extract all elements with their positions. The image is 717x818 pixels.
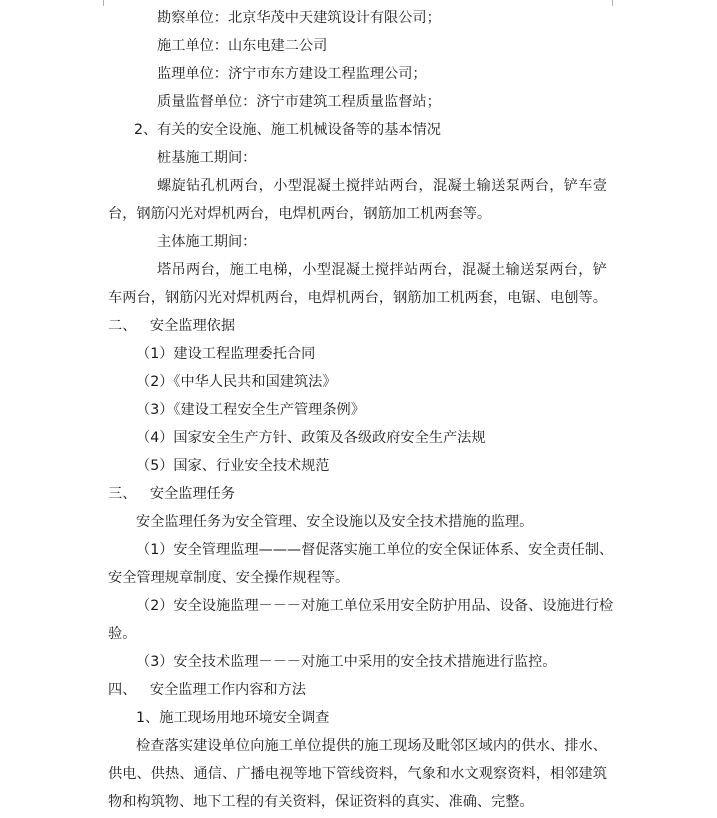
construction-unit-line: 施工单位：山东电建二公司 [157,38,328,54]
task-item-1-line-1: （1）安全管理监理———督促落实施工单位的安全保证体系、安全责任制、 [136,542,614,558]
section-four-heading: 四、 安全监理工作内容和方法 [108,682,306,698]
task-summary-line: 安全监理任务为安全管理、安全设施以及安全技术措施的监理。 [136,514,534,530]
basis-item-2: （2）《中华人民共和国建筑法》 [136,374,337,390]
basis-item-4: （4）国家安全生产方针、政策及各级政府安全生产法规 [136,430,486,446]
content-line-3: 物和构筑物、地下工程的有关资料，保证资料的真实、准确、完整。 [108,794,534,810]
content-line-2: 供电、供热、通信、广播电视等地下管线资料，气象和水文观察资料，相邻建筑 [108,766,607,782]
pile-equipment-line-2: 台，钢筋闪光对焊机两台，电焊机两台，钢筋加工机两套等。 [108,206,492,222]
task-item-2-line-1: （2）安全设施监理－－－对施工单位采用安全防护用品、设备、设施进行检 [136,598,614,614]
pile-foundation-period-label: 桩基施工期间： [157,150,257,166]
main-equipment-line-2: 车两台，钢筋闪光对焊机两台，电焊机两台，钢筋加工机两套，电锯、电刨等。 [108,290,607,306]
survey-unit-line: 勘察单位：北京华茂中天建筑设计有限公司； [157,10,441,26]
subsection-1-heading: 1、施工现场用地环境安全调查 [136,710,330,726]
pile-equipment-line-1: 螺旋钻孔机两台，小型混凝土搅拌站两台，混凝土输送泵两台，铲车壹 [157,178,607,194]
content-line-1: 检查落实建设单位向施工单位提供的施工现场及毗邻区域内的供水、排水、 [136,738,607,754]
left-crop-mark [103,0,104,6]
task-item-3-line: （3）安全技术监理－－－对施工中采用的安全技术措施进行监控。 [136,654,557,670]
main-equipment-line-1: 塔吊两台，施工电梯，小型混凝土搅拌站两台，混凝土输送泵两台，铲 [157,262,607,278]
task-item-1-line-2: 安全管理规章制度、安全操作规程等。 [108,570,350,586]
basis-item-1: （1）建设工程监理委托合同 [136,346,316,362]
basis-item-5: （5）国家、行业安全技术规范 [136,458,330,474]
section-2-heading: 2、有关的安全设施、施工机械设备等的基本情况 [134,122,441,138]
basis-item-3: （3）《建设工程安全生产管理条例》 [136,402,365,418]
section-two-heading: 二、 安全监理依据 [108,318,236,334]
main-structure-period-label: 主体施工期间： [157,234,257,250]
supervision-unit-line: 监理单位：济宁市东方建设工程监理公司； [157,66,427,82]
section-three-heading: 三、 安全监理任务 [108,486,236,502]
task-item-2-line-2: 验。 [108,626,137,642]
quality-supervision-unit-line: 质量监督单位：济宁市建筑工程质量监督站； [157,94,441,110]
right-crop-mark [612,0,613,6]
